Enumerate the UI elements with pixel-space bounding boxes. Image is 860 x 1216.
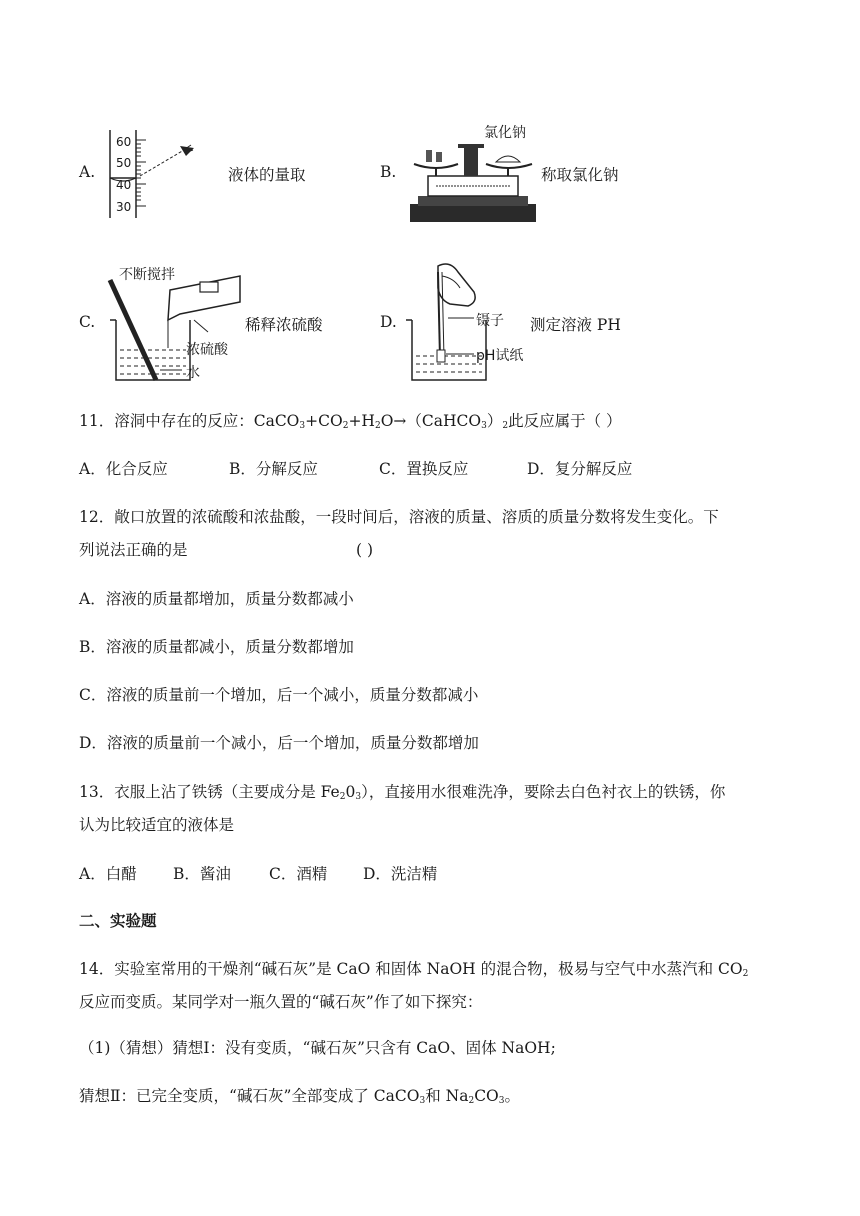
option-b-letter: B. — [380, 163, 397, 181]
question-13-line2: 认为比较适宜的液体是 — [79, 816, 235, 834]
option-13-d[interactable]: D．洗洁精 — [363, 865, 438, 883]
section-title: 二、实验题 — [79, 912, 157, 930]
option-a-caption: 液体的量取 — [228, 166, 306, 184]
question-14-hypothesis-1: （1)（猜想）猜想Ⅰ：没有变质，“碱石灰”只含有 CaO、固体 NaOH; — [79, 1039, 556, 1057]
question-14-line1: 14．实验室常用的干燥剂“碱石灰”是 CaO 和固体 NaOH 的混合物，极易与空气中水蒸汽和 $CO_2$ — [79, 960, 749, 979]
option-12-a[interactable]: A．溶液的质量都增加，质量分数都减小 — [79, 590, 354, 608]
option-c-letter: C. — [79, 313, 96, 331]
question-12-line1: 12．敞口放置的浓硫酸和浓盐酸，一段时间后，溶液的质量、溶质的质量分数将发生变化。下 — [79, 508, 719, 526]
option-13-c[interactable]: C．酒精 — [269, 865, 328, 883]
question-11: 11．溶洞中存在的反应：$CaCO_3+CO_2+H_2O\to(CaHCO_3)_2$此反应属于（ ） — [79, 412, 622, 431]
option-11-b[interactable]: B．分解反应 — [229, 460, 318, 478]
question-13-options — [79, 864, 437, 884]
tweezers-label: 镊子 — [476, 313, 504, 329]
dilute-acid-figure — [100, 262, 250, 386]
question-11-options — [79, 459, 632, 479]
option-d-caption: 测定溶液 PH — [530, 316, 621, 334]
option-12-c[interactable]: C．溶液的质量前一个增加，后一个减小，质量分数都减小 — [79, 686, 479, 704]
option-b-caption: 称取氯化钠 — [541, 166, 619, 184]
question-14-hypothesis-2: 猜想Ⅱ：已完全变质，“碱石灰”全部变成了 CaCO$_3$和 $Na_2CO_3$。 — [79, 1087, 521, 1106]
tick-label-50: 50 — [116, 156, 132, 170]
option-11-c[interactable]: C．置换反应 — [379, 460, 469, 478]
salt-label: 氯化钠 — [484, 125, 526, 141]
question-14-line2: 反应而变质。某同学对一瓶久置的“碱石灰”作了如下探究： — [79, 993, 483, 1011]
option-13-a[interactable]: A．白醋 — [79, 865, 137, 883]
tick-label-40: 40 — [116, 178, 132, 192]
option-13-b[interactable]: B．酱油 — [173, 865, 231, 883]
acid-label: 浓硫酸 — [186, 342, 228, 358]
option-11-d[interactable]: D．复分解反应 — [527, 460, 633, 478]
option-d-letter: D. — [380, 313, 397, 331]
ph-paper-label: pH试纸 — [476, 348, 524, 364]
balance-figure — [406, 142, 540, 224]
water-label: 水 — [186, 365, 200, 381]
question-13-line1: 13．衣服上沾了铁锈（主要成分是 $Fe_20_3$），直接用水很难洗净，要除去白色衬衣上的铁锈，你 — [79, 783, 726, 802]
option-c-caption: 稀释浓硫酸 — [245, 316, 323, 334]
tick-label-30: 30 — [116, 200, 132, 214]
stir-label: 不断搅拌 — [119, 267, 175, 283]
option-12-d[interactable]: D．溶液的质量前一个减小，后一个增加，质量分数都增加 — [79, 734, 479, 752]
option-a-letter: A. — [79, 163, 96, 181]
option-11-a[interactable]: A．化合反应 — [79, 460, 168, 478]
question-12-line2: 列说法正确的是 ( ) — [79, 541, 374, 559]
option-12-b[interactable]: B．溶液的质量都减小，质量分数都增加 — [79, 638, 354, 656]
tick-label-60: 60 — [116, 135, 132, 149]
